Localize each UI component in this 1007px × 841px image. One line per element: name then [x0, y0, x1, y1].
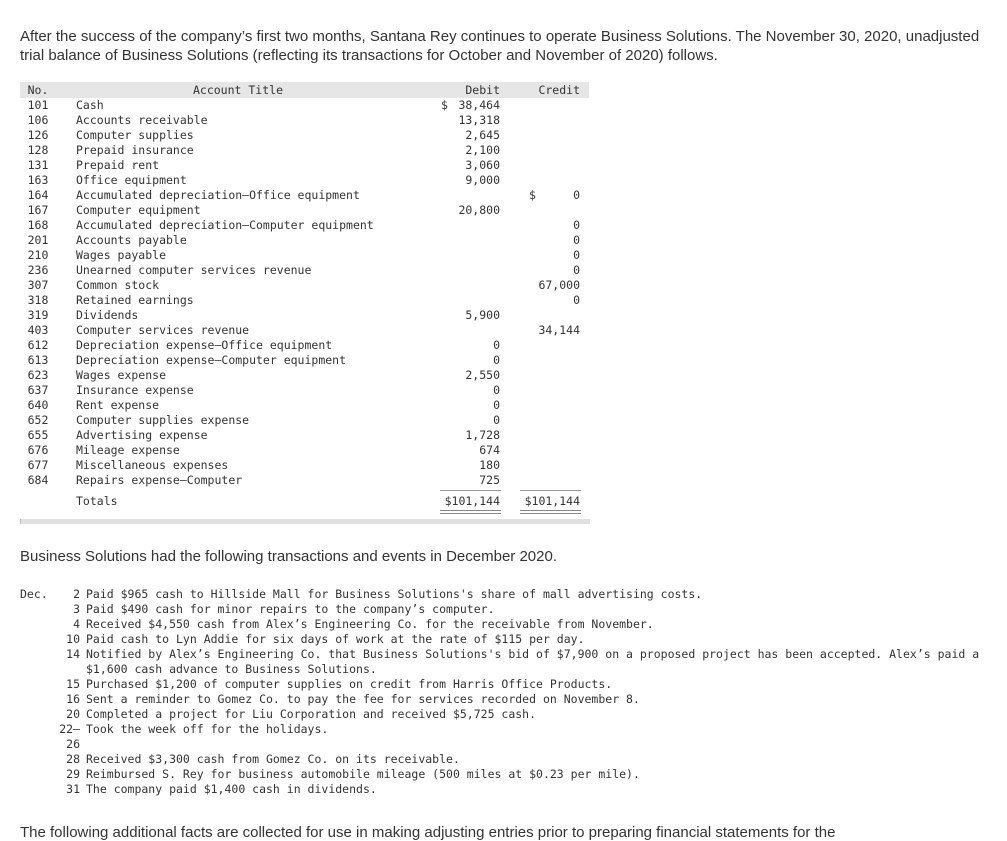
- table-row: [20, 98, 589, 113]
- debit-amount: 38,464: [458, 98, 500, 112]
- debit-amount: 9,000: [465, 173, 500, 187]
- table-row: [20, 308, 589, 323]
- account-title: Computer equipment: [76, 203, 201, 217]
- event-text: Received $4,550 cash from Alex’s Engineering Co. for the receivable from November.: [86, 617, 654, 631]
- event-day: 3: [73, 602, 80, 616]
- totals-label: Totals: [76, 494, 118, 508]
- debit-underline: [440, 490, 501, 491]
- account-title: Computer supplies: [76, 128, 194, 142]
- debit-amount: 0: [493, 413, 500, 427]
- account-number: 403: [27, 323, 49, 337]
- debit-amount: 180: [479, 458, 500, 472]
- debit-amount: 20,800: [458, 203, 500, 217]
- debit-amount: 0: [493, 383, 500, 397]
- account-title: Accumulated depreciation—Office equipment: [76, 188, 360, 202]
- event-item: [44, 617, 984, 632]
- account-number: 168: [27, 218, 49, 232]
- table-row: [20, 428, 589, 443]
- intro-paragraph: After the success of the company’s first two months, Santana Rey continues to operate Business Solutions. The November 30, 2020, unadjusted trial balance of Business Solutions (reflecting its transactions for October and November of 2020) follows.: [20, 28, 980, 64]
- footer-paragraph: The following additional facts are collected for use in making adjusting entries prior to preparing financial statements for the: [20, 824, 836, 841]
- account-title: Accounts receivable: [76, 113, 208, 127]
- transactions-heading: Business Solutions had the following transactions and events in December 2020.: [20, 548, 557, 565]
- table-row: [20, 443, 589, 458]
- credit-amount: 0: [573, 293, 580, 307]
- debit-double-underline: [440, 510, 501, 514]
- event-text: Paid $965 cash to Hillside Mall for Business Solutions's share of mall advertising costs.: [86, 587, 703, 601]
- account-number: 652: [27, 413, 49, 427]
- credit-amount: 0: [573, 218, 580, 232]
- account-number: 164: [27, 188, 49, 202]
- table-body: [20, 98, 589, 488]
- header-account-title: Account Title: [192, 83, 283, 97]
- event-text: Sent a reminder to Gomez Co. to pay the fee for services recorded on November 8.: [86, 692, 640, 706]
- account-number: 676: [27, 443, 49, 457]
- header-debit: Debit: [465, 83, 500, 97]
- event-item: [44, 722, 984, 752]
- account-number: 623: [27, 368, 49, 382]
- event-day: 22– 26: [59, 722, 80, 751]
- event-day: 29: [66, 767, 80, 781]
- totals-debit: $101,144: [444, 494, 500, 508]
- account-number: 128: [27, 143, 49, 157]
- account-number: 131: [27, 158, 49, 172]
- event-item: [44, 587, 984, 602]
- account-number: 655: [27, 428, 49, 442]
- account-number: 637: [27, 383, 49, 397]
- event-day: 16: [66, 692, 80, 706]
- totals-credit: $101,144: [524, 494, 580, 508]
- account-number: 318: [27, 293, 49, 307]
- account-title: Unearned computer services revenue: [76, 263, 312, 277]
- event-text: Notified by Alex’s Engineering Co. that Business Solutions's bid of $7,900 on a proposed project has been accepted. Alex’s paid a $1,600 cash advance to Business Solutions.: [86, 647, 980, 676]
- account-number: 307: [27, 278, 49, 292]
- table-row: [20, 158, 589, 173]
- credit-amount: 0: [573, 263, 580, 277]
- debit-dollar-sign: $: [441, 98, 448, 112]
- credit-amount: 34,144: [538, 323, 580, 337]
- account-title: Accounts payable: [76, 233, 187, 247]
- account-title: Cash: [76, 98, 104, 112]
- credit-double-underline: [520, 510, 581, 514]
- table-row: [20, 188, 589, 203]
- account-title: Prepaid insurance: [76, 143, 194, 157]
- credit-amount: 67,000: [538, 278, 580, 292]
- table-row: [20, 458, 589, 473]
- table-row: [20, 263, 589, 278]
- credit-dollar-sign: $: [529, 188, 536, 202]
- account-number: 126: [27, 128, 49, 142]
- table-header: [20, 82, 589, 98]
- table-row: [20, 113, 589, 128]
- credit-amount: 0: [573, 233, 580, 247]
- account-number: 684: [27, 473, 49, 487]
- table-row: [20, 398, 589, 413]
- table-row: [20, 128, 589, 143]
- account-number: 163: [27, 173, 49, 187]
- event-day: 10: [66, 632, 80, 646]
- table-row: [20, 413, 589, 428]
- debit-amount: 0: [493, 398, 500, 412]
- account-title: Mileage expense: [76, 443, 180, 457]
- event-item: [44, 602, 984, 617]
- debit-amount: 0: [493, 353, 500, 367]
- debit-amount: 725: [479, 473, 500, 487]
- account-number: 167: [27, 203, 49, 217]
- event-item: [44, 767, 984, 782]
- trial-balance-table: [20, 82, 589, 514]
- account-title: Office equipment: [76, 173, 187, 187]
- header-credit: Credit: [538, 83, 580, 97]
- event-day: 2: [73, 587, 80, 601]
- table-row: [20, 218, 589, 233]
- event-day: 14: [66, 647, 80, 661]
- account-title: Depreciation expense—Office equipment: [76, 338, 333, 352]
- account-number: 677: [27, 458, 49, 472]
- account-title: Advertising expense: [76, 428, 208, 442]
- debit-amount: 674: [479, 443, 500, 457]
- event-item: [44, 752, 984, 767]
- event-item: [44, 782, 984, 797]
- event-text: Took the week off for the holidays.: [86, 722, 329, 736]
- table-row: [20, 338, 589, 353]
- event-item: [44, 677, 984, 692]
- table-row: [20, 473, 589, 488]
- account-title: Rent expense: [76, 398, 160, 412]
- credit-underline: [520, 490, 581, 491]
- account-number: 319: [27, 308, 49, 322]
- table-row: [20, 293, 589, 308]
- account-title: Computer supplies expense: [76, 413, 250, 427]
- table-row: [20, 353, 589, 368]
- table-row: [20, 383, 589, 398]
- event-text: Reimbursed S. Rey for business automobile mileage (500 miles at $0.23 per mile).: [86, 767, 640, 781]
- table-row: [20, 278, 589, 293]
- table-row: [20, 323, 589, 338]
- event-item: [44, 707, 984, 722]
- event-text: The company paid $1,400 cash in dividends.: [86, 782, 377, 796]
- account-title: Wages payable: [76, 248, 167, 262]
- account-number: 106: [27, 113, 49, 127]
- totals-row: [20, 494, 589, 510]
- account-title: Dividends: [76, 308, 139, 322]
- account-title: Repairs expense—Computer: [76, 473, 243, 487]
- account-title: Common stock: [76, 278, 160, 292]
- event-item: [44, 692, 984, 707]
- event-text: Completed a project for Liu Corporation and received $5,725 cash.: [86, 707, 537, 721]
- account-title: Depreciation expense—Computer equipment: [76, 353, 347, 367]
- account-number: 236: [27, 263, 49, 277]
- debit-amount: 2,645: [465, 128, 500, 142]
- debit-amount: 0: [493, 338, 500, 352]
- account-title: Insurance expense: [76, 383, 194, 397]
- account-number: 640: [27, 398, 49, 412]
- event-item: [44, 647, 984, 677]
- event-item: [44, 632, 984, 647]
- table-bottom-bar: [20, 519, 590, 524]
- table-row: [20, 203, 589, 218]
- event-day: 28: [66, 752, 80, 766]
- event-text: Purchased $1,200 of computer supplies on credit from Harris Office Products.: [86, 677, 613, 691]
- account-title: Prepaid rent: [76, 158, 160, 172]
- event-day: 20: [66, 707, 80, 721]
- account-title: Miscellaneous expenses: [76, 458, 229, 472]
- account-number: 201: [27, 233, 49, 247]
- account-title: Computer services revenue: [76, 323, 250, 337]
- account-number: 101: [27, 98, 49, 112]
- table-row: [20, 143, 589, 158]
- event-text: Received $3,300 cash from Gomez Co. on its receivable.: [86, 752, 460, 766]
- account-title: Accumulated depreciation—Computer equipment: [76, 218, 374, 232]
- debit-amount: 2,100: [465, 143, 500, 157]
- table-row: [20, 248, 589, 263]
- account-number: 613: [27, 353, 49, 367]
- event-day: 4: [73, 617, 80, 631]
- account-title: Wages expense: [76, 368, 167, 382]
- event-day: 15: [66, 677, 80, 691]
- event-text: Paid $490 cash for minor repairs to the company’s computer.: [86, 602, 495, 616]
- event-text: Paid cash to Lyn Addie for six days of work at the rate of $115 per day.: [86, 632, 585, 646]
- account-number: 210: [27, 248, 49, 262]
- account-number: 612: [27, 338, 49, 352]
- credit-amount: 0: [573, 188, 580, 202]
- debit-amount: 1,728: [465, 428, 500, 442]
- debit-amount: 3,060: [465, 158, 500, 172]
- event-day: 31: [66, 782, 80, 796]
- account-title: Retained earnings: [76, 293, 194, 307]
- table-row: [20, 233, 589, 248]
- header-no: No.: [27, 83, 49, 97]
- month-label: Dec.: [20, 587, 48, 601]
- events-list: [44, 587, 984, 797]
- debit-amount: 13,318: [458, 113, 500, 127]
- credit-amount: 0: [573, 248, 580, 262]
- table-row: [20, 173, 589, 188]
- debit-amount: 5,900: [465, 308, 500, 322]
- table-row: [20, 368, 589, 383]
- debit-amount: 2,550: [465, 368, 500, 382]
